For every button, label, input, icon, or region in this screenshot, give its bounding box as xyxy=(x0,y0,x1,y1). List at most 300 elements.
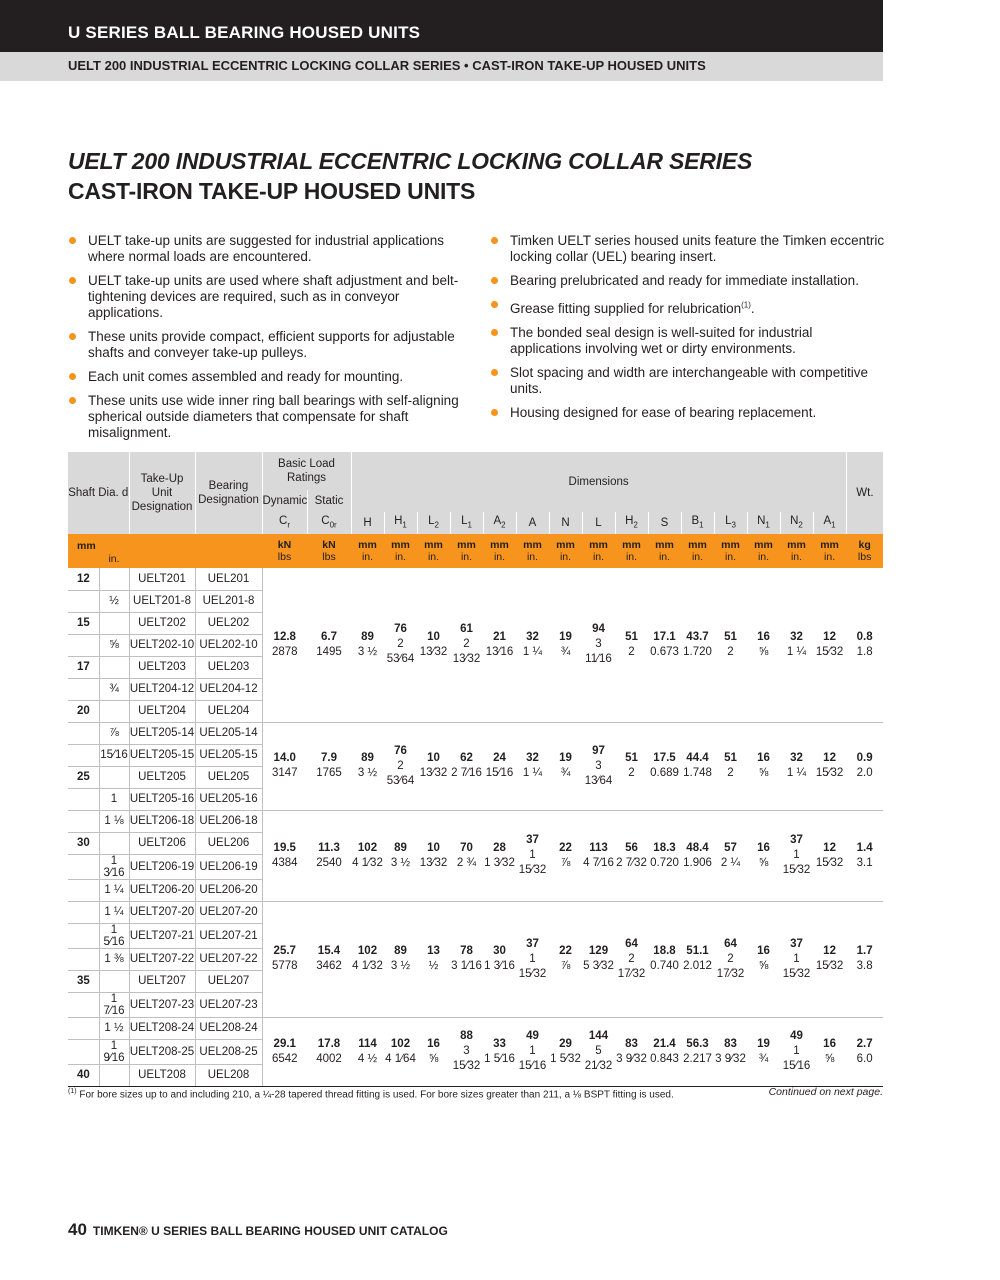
weight-lbs: 1.8 xyxy=(856,645,873,658)
dim-mm: 10 xyxy=(427,841,440,854)
dim-mm: 16 xyxy=(823,1037,836,1050)
dim-mm: 94 xyxy=(592,623,605,636)
dimension-value xyxy=(615,810,648,901)
bearing-designation: UEL208-25 xyxy=(195,1039,262,1064)
feature-text: Each unit comes assembled and ready for mounting. xyxy=(88,369,404,384)
bearing-designation: UEL203 xyxy=(195,656,262,678)
col-dim: $N_2$ xyxy=(780,512,813,534)
shaft-in: ½ xyxy=(99,590,129,612)
bearing-designation: UEL207 xyxy=(195,970,262,992)
shaft-in: 1 ⅛ xyxy=(99,810,129,832)
dim-mm: 37 xyxy=(790,937,803,950)
dimension-value xyxy=(450,568,483,722)
unit-mm: mm xyxy=(77,540,96,552)
dim-in: ⅝ xyxy=(428,1052,439,1065)
feature-bullet xyxy=(490,273,885,289)
static-lbs: 3462 xyxy=(316,960,342,972)
page-title-line2: CAST-IRON TAKE-UP HOUSED UNITS xyxy=(68,178,476,204)
takeup-designation: UELT207-23 xyxy=(129,992,195,1017)
dim-mm: 16 xyxy=(757,841,770,854)
dimension-value xyxy=(747,1017,780,1086)
dimension-value xyxy=(351,1017,384,1086)
dimension-value xyxy=(549,901,582,1017)
dim-in: 1 15⁄32 xyxy=(518,952,547,980)
dim-mm: 49 xyxy=(526,1030,539,1042)
col-dim: N xyxy=(549,512,582,534)
dim-mm: 22 xyxy=(559,841,572,854)
shaft-in: 1 ½ xyxy=(99,1017,129,1039)
unit-dim-in: in. xyxy=(460,551,473,563)
takeup-designation: UELT207 xyxy=(129,970,195,992)
dim-in: 4 1⁄32 xyxy=(352,960,383,972)
dynamic-rating xyxy=(262,1017,307,1086)
dimension-value xyxy=(648,810,681,901)
dim-in: 0.720 xyxy=(650,856,679,869)
col-takeup: Take-Up Unit Designation xyxy=(129,452,195,534)
dimension-value xyxy=(747,901,780,1017)
dimension-value xyxy=(813,722,846,810)
dim-mm: 10 xyxy=(427,630,440,643)
dimension-value xyxy=(681,810,714,901)
dim-mm: 89 xyxy=(361,752,374,764)
feature-bullet xyxy=(490,365,885,397)
dimension-value xyxy=(351,722,384,810)
takeup-designation: UELT205-16 xyxy=(129,788,195,810)
takeup-designation: UELT207-21 xyxy=(129,923,195,948)
subtitle: UELT 200 INDUSTRIAL ECCENTRIC LOCKING COLLAR SERIES • CAST-IRON TAKE-UP HOUSED UNITS xyxy=(68,58,706,73)
bullet-dot-icon xyxy=(491,369,498,376)
dim-in: 2 7⁄32 xyxy=(616,856,647,869)
static-kn: 6.7 xyxy=(321,630,337,643)
unit-dim-mm: mm xyxy=(358,539,377,551)
dim-in: 1 5⁄16 xyxy=(484,1052,515,1065)
static-lbs: 1765 xyxy=(316,767,342,779)
dim-in: 2.217 xyxy=(683,1052,712,1065)
dim-in: ¾ xyxy=(560,767,571,779)
dim-in: 1.748 xyxy=(683,767,712,779)
shaft-mm xyxy=(68,722,99,744)
dim-mm: 12 xyxy=(823,630,836,643)
dynamic-rating xyxy=(262,568,307,722)
feature-text: Housing designed for ease of bearing replacement. xyxy=(510,404,817,420)
dimension-value xyxy=(450,722,483,810)
feature-bullet xyxy=(68,233,468,265)
shaft-in: ⅞ xyxy=(99,722,129,744)
shaft-in: 1 ⅜ xyxy=(99,948,129,970)
shaft-in: 1 ¼ xyxy=(99,879,129,901)
unit-kn: kN xyxy=(277,539,292,551)
static-kn: 17.8 xyxy=(317,1037,341,1050)
col-basic-load: Basic Load Ratings xyxy=(262,452,351,490)
unit-dim-mm: mm xyxy=(622,539,641,551)
bearing-designation: UEL206-18 xyxy=(195,810,262,832)
dim-in: 13⁄16 xyxy=(485,645,514,658)
footnote-marker: (1) xyxy=(68,1088,77,1095)
dim-mm: 129 xyxy=(588,945,609,957)
dim-mm: 18.3 xyxy=(653,841,676,854)
feature-text: The bonded seal design is well-suited for industrial applications involving wet or dirty environments. xyxy=(510,324,813,356)
footnote-text: For bore sizes up to and including 210, a ¼-28 tapered thread fitting is used. For bore sizes greater than 211, a ⅛ BSPT fitting is used. xyxy=(76,1089,674,1101)
dim-mm: 78 xyxy=(460,945,473,957)
shaft-in: 1 xyxy=(99,788,129,810)
dim-in: 1 15⁄16 xyxy=(518,1045,547,1072)
dim-mm: 16 xyxy=(757,630,770,643)
shaft-mm xyxy=(68,1039,99,1064)
col-weight: Wt. xyxy=(846,452,883,534)
page-number: 40 xyxy=(68,1220,87,1239)
shaft-mm: 35 xyxy=(68,970,99,992)
dim-mm: 51.1 xyxy=(686,945,709,957)
dim-in: ⅝ xyxy=(758,856,769,869)
table-row xyxy=(68,722,883,744)
unit-dim-in: in. xyxy=(790,551,803,563)
dimension-value xyxy=(681,901,714,1017)
feature-text: UELT take-up units are used where shaft adjustment and belt-tightening devices are required, such as in conveyor applications. xyxy=(88,273,459,320)
static-rating xyxy=(307,568,351,722)
col-dynamic: Dynamic xyxy=(262,490,307,512)
dim-mm: 18.8 xyxy=(653,945,676,957)
dimension-value xyxy=(582,810,615,901)
dynamic-lbs: 2878 xyxy=(271,645,298,658)
unit-dim-mm: mm xyxy=(688,539,707,551)
dim-in: 4 7⁄16 xyxy=(583,856,614,869)
col-dim: $N_1$ xyxy=(747,512,780,534)
dim-mm: 64 xyxy=(724,937,737,950)
dimension-value xyxy=(780,1017,813,1086)
dim-in: 4 ½ xyxy=(357,1052,378,1065)
dimension-value xyxy=(351,810,384,901)
dynamic-kn: 25.7 xyxy=(273,945,296,957)
unit-dim-mm: mm xyxy=(787,539,806,551)
bullet-dot-icon xyxy=(491,237,498,244)
shaft-in: 1 7⁄16 xyxy=(99,992,129,1017)
takeup-designation: UELT208 xyxy=(129,1064,195,1086)
dimension-value xyxy=(384,722,417,810)
dim-mm: 102 xyxy=(390,1037,411,1050)
dim-mm: 49 xyxy=(790,1030,803,1042)
col-dim: H xyxy=(351,512,384,534)
dimension-value xyxy=(714,810,747,901)
dim-in: 5 3⁄32 xyxy=(583,960,614,972)
dim-in: 1 15⁄32 xyxy=(518,849,547,876)
unit-dim-in: in. xyxy=(592,551,605,563)
dim-in: 2 xyxy=(628,645,635,658)
dim-in: 1 ¼ xyxy=(522,767,543,779)
dim-mm: 102 xyxy=(357,945,378,957)
footnote xyxy=(68,1088,674,1100)
static-rating xyxy=(307,810,351,901)
takeup-designation: UELT208-24 xyxy=(129,1017,195,1039)
dim-in: 1 5⁄32 xyxy=(550,1052,581,1065)
dim-in: 13⁄32 xyxy=(419,645,448,658)
col-cr: $C_r$ xyxy=(262,512,307,534)
dimension-value xyxy=(450,810,483,901)
bearing-designation: UEL201 xyxy=(195,568,262,590)
dim-in: 2 13⁄32 xyxy=(452,638,481,666)
bearing-designation: UEL204 xyxy=(195,700,262,722)
dimension-value xyxy=(351,568,384,722)
dim-in: ¾ xyxy=(560,645,571,658)
takeup-designation: UELT205-14 xyxy=(129,722,195,744)
dynamic-kn: 29.1 xyxy=(273,1037,296,1050)
bearing-designation: UEL204-12 xyxy=(195,678,262,700)
unit-lbs: lbs xyxy=(322,551,336,563)
dim-mm: 33 xyxy=(493,1037,506,1050)
dimension-value xyxy=(417,722,450,810)
shaft-mm xyxy=(68,992,99,1017)
static-kn: 11.3 xyxy=(318,841,340,854)
dimension-value xyxy=(417,810,450,901)
feature-bullet xyxy=(490,233,885,265)
weight-kg: 2.7 xyxy=(856,1037,873,1050)
dim-in: 15⁄32 xyxy=(815,856,844,869)
dim-in: 1 3⁄16 xyxy=(484,960,515,972)
shaft-in xyxy=(99,766,129,788)
unit-kn: kN xyxy=(322,539,336,551)
col-dimensions: Dimensions xyxy=(351,452,846,512)
feature-text: UELT take-up units are suggested for industrial applications where normal loads are encountered. xyxy=(88,233,444,264)
dimension-value xyxy=(813,810,846,901)
dim-in: 4 1⁄64 xyxy=(385,1052,416,1065)
shaft-mm xyxy=(68,634,99,656)
shaft-mm xyxy=(68,901,99,923)
dim-mm: 144 xyxy=(588,1030,609,1042)
weight-lbs: 3.1 xyxy=(856,856,873,869)
dimension-value xyxy=(747,722,780,810)
shaft-mm xyxy=(68,788,99,810)
feature-text: Grease fitting supplied for relubrication$^{(1)}$. xyxy=(510,300,755,316)
dimension-value xyxy=(648,722,681,810)
dim-in: 2 xyxy=(628,767,635,779)
static-rating xyxy=(307,722,351,810)
dimension-value xyxy=(582,1017,615,1086)
dim-mm: 43.7 xyxy=(686,630,709,643)
weight-lbs: 3.8 xyxy=(856,960,873,972)
dimension-value xyxy=(813,1017,846,1086)
dim-mm: 32 xyxy=(790,630,803,643)
dim-mm: 51 xyxy=(724,630,737,643)
dim-in: 2 ¾ xyxy=(456,856,477,869)
shaft-in: 1 3⁄16 xyxy=(99,854,129,879)
takeup-designation: UELT204-12 xyxy=(129,678,195,700)
dim-in: 3 ½ xyxy=(390,856,411,869)
feature-list-left xyxy=(68,233,468,449)
static-kn: 7.9 xyxy=(321,752,337,764)
dimension-value xyxy=(483,722,516,810)
bearing-designation: UEL207-23 xyxy=(195,992,262,1017)
dim-mm: 83 xyxy=(724,1037,737,1050)
dim-in: 1 15⁄16 xyxy=(782,1045,811,1072)
shaft-mm xyxy=(68,744,99,766)
dim-mm: 29 xyxy=(559,1037,572,1050)
dim-mm: 76 xyxy=(394,744,407,757)
col-dim: $H_2$ xyxy=(615,512,648,534)
dim-mm: 16 xyxy=(757,945,770,957)
feature-text: Bearing prelubricated and ready for immediate installation. xyxy=(510,273,859,288)
dim-mm: 37 xyxy=(790,834,803,846)
weight-kg: 1.7 xyxy=(856,945,873,957)
dynamic-kn: 14.0 xyxy=(273,752,296,764)
unit-row xyxy=(68,534,883,568)
unit-dim-mm: mm xyxy=(523,539,542,551)
dim-in: 2 17⁄32 xyxy=(617,952,646,980)
shaft-mm xyxy=(68,810,99,832)
col-dim: $H_1$ xyxy=(384,512,417,534)
shaft-in: ⅝ xyxy=(99,634,129,656)
dimension-value xyxy=(483,810,516,901)
dimension-value xyxy=(417,568,450,722)
dimension-value xyxy=(714,568,747,722)
bullet-dot-icon xyxy=(69,277,76,284)
takeup-designation: UELT206-18 xyxy=(129,810,195,832)
shaft-mm: 15 xyxy=(68,612,99,634)
static-kn: 15.4 xyxy=(317,945,341,957)
dimension-value xyxy=(450,901,483,1017)
dim-mm: 16 xyxy=(757,752,770,764)
bullet-dot-icon xyxy=(491,301,498,308)
takeup-designation: UELT203 xyxy=(129,656,195,678)
feature-bullet xyxy=(68,369,468,385)
dimension-value xyxy=(417,901,450,1017)
dim-in: 1.906 xyxy=(683,856,712,869)
dim-in: 15⁄16 xyxy=(485,767,514,779)
bearing-designation: UEL202 xyxy=(195,612,262,634)
bearing-designation: UEL202-10 xyxy=(195,634,262,656)
dimension-value xyxy=(714,1017,747,1086)
feature-text: Slot spacing and width are interchangeable with competitive units. xyxy=(510,364,868,396)
feature-bullet xyxy=(490,297,885,317)
dim-in: 4 1⁄32 xyxy=(352,856,383,869)
dimension-value xyxy=(648,568,681,722)
dimension-value xyxy=(582,901,615,1017)
weight-kg: 0.9 xyxy=(856,752,873,764)
feature-bullet xyxy=(490,325,885,357)
unit-dim-mm: mm xyxy=(820,539,839,551)
dim-in: 0.689 xyxy=(650,767,679,779)
dim-mm: 16 xyxy=(427,1037,440,1050)
dim-mm: 89 xyxy=(394,945,407,957)
feature-bullet xyxy=(68,273,468,321)
col-dim: S xyxy=(648,512,681,534)
bearing-designation: UEL207-22 xyxy=(195,948,262,970)
dim-mm: 17.5 xyxy=(653,752,676,764)
dimension-value xyxy=(615,722,648,810)
specification-table xyxy=(68,452,883,1087)
dimension-value xyxy=(615,901,648,1017)
bearing-designation: UEL207-20 xyxy=(195,901,262,923)
dim-in: ⅝ xyxy=(824,1052,835,1065)
dimension-value xyxy=(516,722,549,810)
weight-kg: 1.4 xyxy=(856,841,873,854)
dim-mm: 114 xyxy=(358,1037,377,1050)
dynamic-rating xyxy=(262,901,307,1017)
col-bearing: Bearing Designation xyxy=(195,452,262,534)
shaft-in: 1 9⁄16 xyxy=(99,1039,129,1064)
dimension-value xyxy=(681,568,714,722)
dim-mm: 62 xyxy=(460,752,473,764)
dimension-value xyxy=(813,568,846,722)
dim-mm: 13 xyxy=(427,945,440,957)
dim-in: 5 21⁄32 xyxy=(584,1045,613,1072)
unit-dim-mm: mm xyxy=(655,539,674,551)
shaft-in: 1 5⁄16 xyxy=(99,923,129,948)
dim-in: 2 7⁄16 xyxy=(451,767,482,779)
dim-mm: 76 xyxy=(394,623,407,636)
dim-mm: 97 xyxy=(592,744,605,757)
dim-in: 1 15⁄32 xyxy=(782,952,811,980)
unit-dim-mm: mm xyxy=(754,539,773,551)
dimension-value xyxy=(516,1017,549,1086)
dim-in: 3 ½ xyxy=(357,645,378,658)
shaft-mm: 30 xyxy=(68,832,99,854)
dim-in: 15⁄32 xyxy=(815,960,844,972)
unit-dim-in: in. xyxy=(691,551,704,563)
dim-in: 3 1⁄16 xyxy=(451,960,482,972)
dimension-value xyxy=(483,568,516,722)
shaft-mm xyxy=(68,590,99,612)
dim-in: 3 ½ xyxy=(390,960,411,972)
bullet-dot-icon xyxy=(69,397,76,404)
dimension-value xyxy=(615,568,648,722)
dim-in: 2 17⁄32 xyxy=(716,952,745,980)
dim-mm: 30 xyxy=(493,945,506,957)
col-dim: L xyxy=(582,512,615,534)
dim-mm: 22 xyxy=(559,945,572,957)
dim-mm: 12 xyxy=(823,752,836,764)
unit-dim-in: in. xyxy=(427,551,440,563)
dim-in: ⅞ xyxy=(560,856,571,869)
dimension-value xyxy=(450,1017,483,1086)
dimension-value xyxy=(384,568,417,722)
takeup-designation: UELT205 xyxy=(129,766,195,788)
table-row xyxy=(68,1017,883,1039)
dim-in: 2 ¼ xyxy=(720,856,741,869)
shaft-in: ¾ xyxy=(99,678,129,700)
dim-in: 0.673 xyxy=(650,645,679,658)
bearing-designation: UEL207-21 xyxy=(195,923,262,948)
col-dim: $A_1$ xyxy=(813,512,846,534)
takeup-designation: UELT204 xyxy=(129,700,195,722)
unit-dim-mm: mm xyxy=(589,539,608,551)
unit-dim-mm: mm xyxy=(424,539,443,551)
dim-mm: 51 xyxy=(724,752,737,764)
dynamic-lbs: 4384 xyxy=(271,856,298,869)
dim-in: ¾ xyxy=(758,1052,769,1065)
dimension-value xyxy=(549,1017,582,1086)
dimension-value xyxy=(351,901,384,1017)
shaft-in xyxy=(99,612,129,634)
weight-lbs: 2.0 xyxy=(856,767,873,779)
dimension-value xyxy=(780,901,813,1017)
dimension-value xyxy=(615,1017,648,1086)
unit-dim-in: in. xyxy=(493,551,506,563)
feature-text: Timken UELT series housed units feature the Timken eccentric locking collar (UEL) bearing insert. xyxy=(510,233,885,264)
dim-mm: 64 xyxy=(625,937,638,950)
dim-mm: 32 xyxy=(790,752,803,764)
feature-bullet xyxy=(490,405,885,421)
shaft-mm xyxy=(68,854,99,879)
unit-dim-in: in. xyxy=(757,551,770,563)
weight-value xyxy=(846,901,883,1017)
shaft-mm: 20 xyxy=(68,700,99,722)
dimension-value xyxy=(384,810,417,901)
unit-in: in. xyxy=(108,553,120,565)
takeup-designation: UELT206 xyxy=(129,832,195,854)
static-lbs: 2540 xyxy=(316,856,342,869)
shaft-mm: 40 xyxy=(68,1064,99,1086)
takeup-designation: UELT208-25 xyxy=(129,1039,195,1064)
unit-dim-in: in. xyxy=(526,551,539,563)
